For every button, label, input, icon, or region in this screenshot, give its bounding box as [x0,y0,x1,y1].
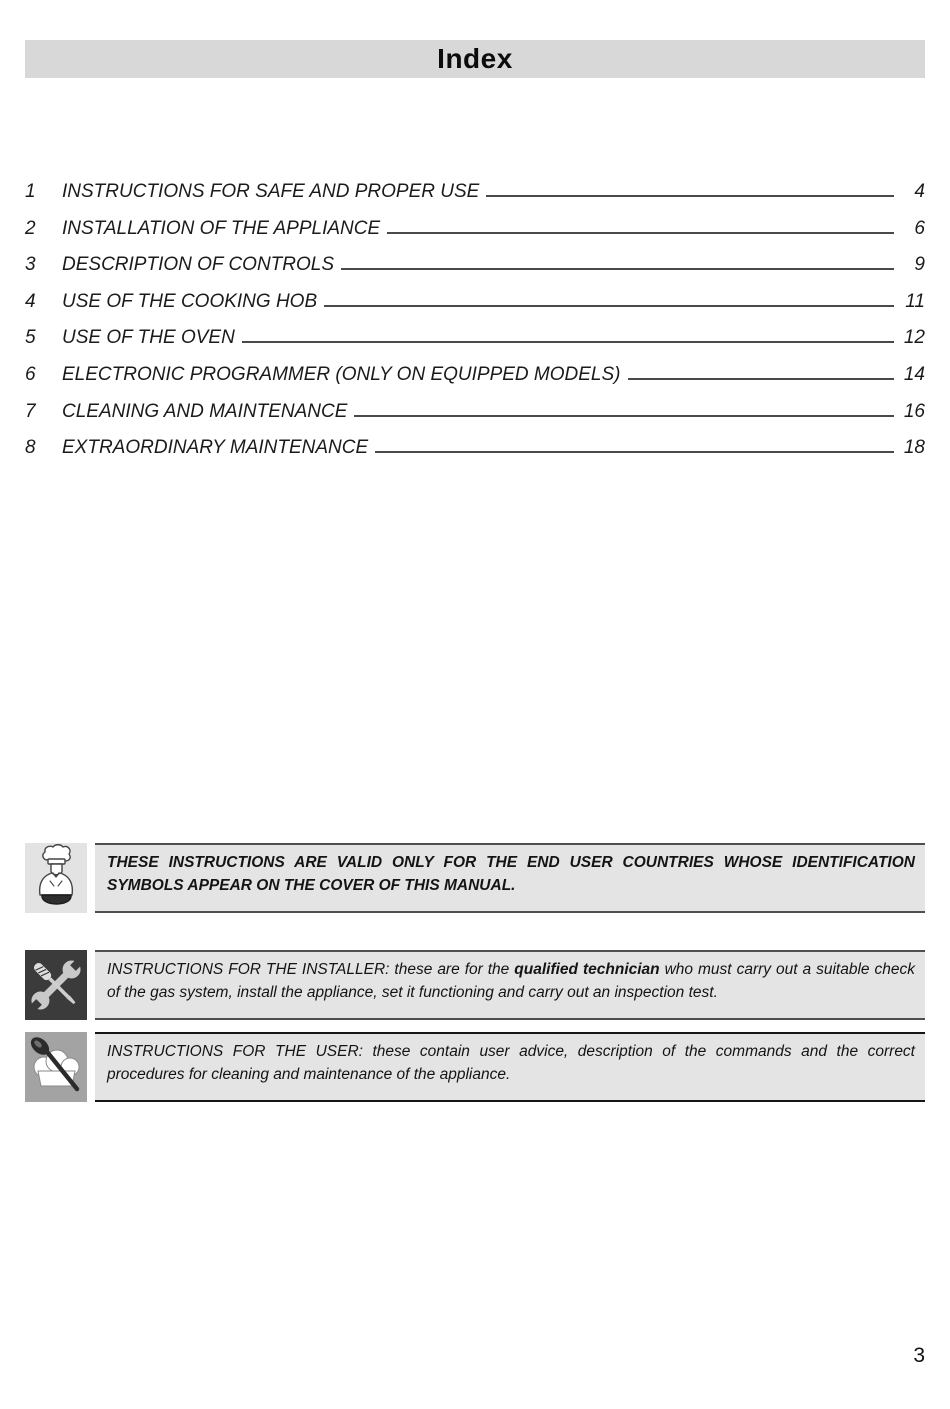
toc-entry-title: INSTRUCTIONS FOR SAFE AND PROPER USE [62,181,480,202]
toc-entry-number: 8 [25,437,36,459]
table-of-contents [25,181,925,474]
notice-user-text-content: INSTRUCTIONS FOR THE USER: these contain user advice, description of the commands and the correct procedures for cleaning and maintenance of the appliance. [107,1043,915,1083]
toc-entry [25,218,925,255]
toc-entry-number: 2 [25,217,36,239]
toc-entry-page: 14 [903,363,925,385]
toc-leader-line [324,305,894,307]
page-header-bar [25,40,925,78]
toc-entry-number: 4 [25,290,36,312]
toc-entry-title: EXTRAORDINARY MAINTENANCE [62,437,369,459]
toc-entry [25,401,925,438]
notice-valid-text [95,843,925,913]
toc-entry [25,327,925,364]
page-number: 3 [913,1344,925,1367]
toc-entry [25,291,925,328]
toc-leader-line [387,232,894,234]
toc-leader-line [375,451,894,453]
page-title: Index [437,43,513,74]
toc-entry-page: 12 [903,327,925,349]
toc-entry-page: 4 [914,181,925,202]
toc-leader-line [354,415,894,417]
notice-user-text [95,1032,925,1102]
toc-entry-page: 9 [914,254,925,276]
toc-entry-number: 1 [25,181,36,202]
crossed-tools-icon [25,950,87,1020]
toc-entry-title: INSTALLATION OF THE APPLIANCE [62,217,381,239]
toc-leader-line [242,341,894,343]
notice-valid-text-content: THESE INSTRUCTIONS ARE VALID ONLY FOR THE END USER COUNTRIES WHOSE IDENTIFICATION SYMBOLS APPEAR ON THE COVER OF THIS MANUAL. [107,854,915,894]
chef-icon [25,843,87,913]
toc-entry-title: CLEANING AND MAINTENANCE [62,400,348,422]
toc-entry [25,437,925,474]
notice-valid-countries [25,843,925,913]
toc-entry [25,364,925,401]
toc-entry-title: USE OF THE COOKING HOB [62,290,318,312]
toc-entry-number: 7 [25,400,36,422]
toc-entry [25,254,925,291]
notice-installer-text-prefix: INSTRUCTIONS FOR THE INSTALLER: these are for the [107,961,515,978]
spoon-and-hat-icon [25,1032,87,1102]
notice-installer-text-suffix: who must carry out a suitable check of the gas system, install the appliance, set it functioning and carry out an inspection test. [107,961,915,1001]
toc-entry-title: ELECTRONIC PROGRAMMER (ONLY ON EQUIPPED MODELS) [62,363,621,385]
toc-leader-line [341,268,894,270]
notice-installer-text-bold: qualified technician [514,961,660,978]
notice-installer-text [95,950,925,1020]
toc-entry-number: 6 [25,363,36,385]
toc-entry-page: 11 [905,290,925,312]
toc-entry-page: 6 [914,217,925,239]
notice-installer [25,950,925,1020]
toc-entry-page: 16 [903,400,925,422]
toc-leader-line [628,378,895,380]
toc-entry [25,181,925,218]
notice-user [25,1032,925,1102]
toc-entry-title: USE OF THE OVEN [62,327,235,349]
toc-entry-title: DESCRIPTION OF CONTROLS [62,254,335,276]
toc-entry-number: 5 [25,327,36,349]
toc-entry-page: 18 [903,437,925,459]
toc-leader-line [486,195,894,197]
toc-entry-number: 3 [25,254,36,276]
